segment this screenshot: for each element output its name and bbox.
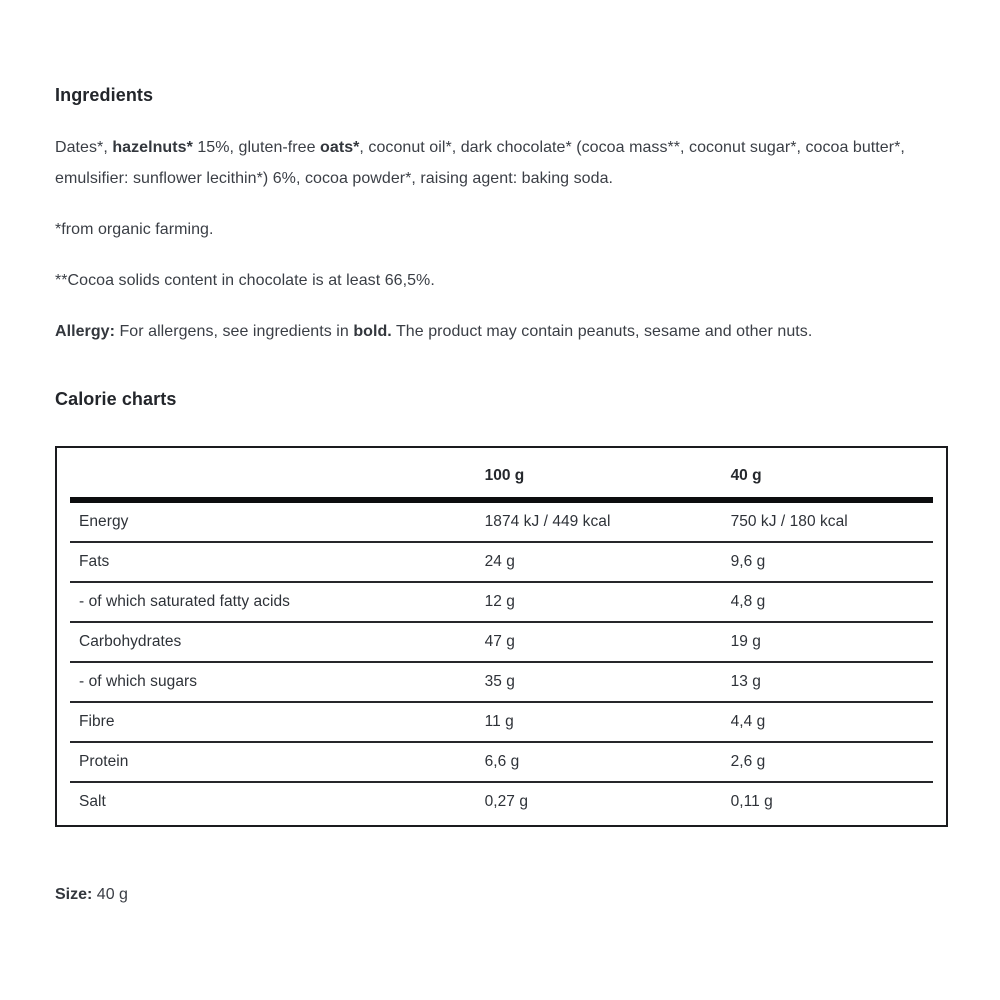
allergy-text: For allergens, see ingredients in xyxy=(114,323,354,340)
ingredients-heading: Ingredients xyxy=(55,85,154,105)
ingredients-text: Dates*, xyxy=(55,139,113,156)
table-row-carbohydrates xyxy=(70,622,933,662)
table-row-sugars xyxy=(70,662,933,702)
header-100g: 100 g xyxy=(476,448,722,500)
row-value-40g: 13 g xyxy=(722,662,933,702)
row-value-40g: 0,11 g xyxy=(730,793,773,810)
allergy-text: The product may contain peanuts, sesame and other nuts. xyxy=(391,323,813,340)
row-value-100g: 1874 kJ / 449 kcal xyxy=(476,500,722,542)
row-value-100g: 24 g xyxy=(476,542,722,582)
row-label: Salt xyxy=(79,793,106,810)
calorie-charts-heading: Calorie charts xyxy=(55,389,177,409)
row-value-100g: 12 g xyxy=(476,582,722,622)
row-label: Fats xyxy=(70,542,476,582)
footnote-cocoa: **Cocoa solids content in chocolate is at least 66,5%. xyxy=(55,272,435,289)
nutrition-table-body xyxy=(70,500,933,825)
table-row-fibre xyxy=(70,702,933,742)
table-row-protein xyxy=(70,742,933,782)
table-row-saturated-fats xyxy=(70,582,933,622)
table-header-row xyxy=(70,448,933,500)
row-value-40g: 19 g xyxy=(722,622,933,662)
row-value-40g: 750 kJ / 180 kcal xyxy=(722,500,933,542)
row-label: - of which saturated fatty acids xyxy=(70,582,476,622)
row-label: - of which sugars xyxy=(70,662,476,702)
row-value-100g: 35 g xyxy=(476,662,722,702)
row-label: Energy xyxy=(70,500,476,542)
allergy-bold-word: bold. xyxy=(353,323,392,340)
allergy-label: Allergy: xyxy=(55,323,115,340)
nutrition-table-header xyxy=(70,448,933,500)
row-value-40g: 9,6 g xyxy=(722,542,933,582)
ingredients-paragraph xyxy=(55,132,927,194)
size-label: Size: xyxy=(55,886,93,903)
header-40g: 40 g xyxy=(722,448,933,500)
ingredient-hazelnuts: hazelnuts* xyxy=(112,139,193,156)
nutrition-table xyxy=(70,448,933,825)
row-value-40g: 4,8 g xyxy=(722,582,933,622)
size-value: 40 g xyxy=(92,886,128,903)
header-empty-cell xyxy=(70,448,476,500)
row-label: Fibre xyxy=(70,702,476,742)
table-row-fats xyxy=(70,542,933,582)
row-value-100g: 0,27 g xyxy=(484,793,529,810)
ingredient-oats: oats* xyxy=(320,139,360,156)
table-row-energy xyxy=(70,500,933,542)
ingredients-text: 15%, gluten-free xyxy=(192,139,321,156)
row-value-100g: 6,6 g xyxy=(476,742,722,782)
table-row-salt xyxy=(70,782,933,825)
row-value-40g: 2,6 g xyxy=(722,742,933,782)
nutrition-table-frame xyxy=(55,446,948,827)
row-label: Protein xyxy=(70,742,476,782)
row-label: Carbohydrates xyxy=(70,622,476,662)
footnote-organic: *from organic farming. xyxy=(55,221,214,238)
size-line xyxy=(55,885,948,905)
row-value-100g: 47 g xyxy=(476,622,722,662)
allergy-note xyxy=(55,316,927,347)
ingredients-text: , coconut oil*, dark chocolate* (cocoa mass**, coconut sugar*, cocoa butter*, emulsifier: sunflower lecithin*) 6%, cocoa powder*, raising agent: baking soda. xyxy=(55,139,905,187)
row-value-100g: 11 g xyxy=(476,702,722,742)
row-value-40g: 4,4 g xyxy=(722,702,933,742)
